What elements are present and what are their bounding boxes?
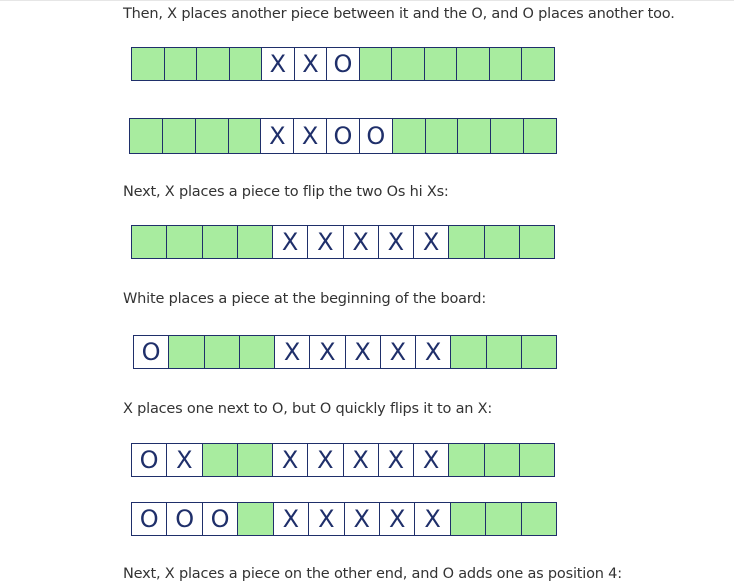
paragraph-5: Next, X places a piece on the other end, and O adds one as position 4: xyxy=(123,566,622,582)
board-cell-o: O xyxy=(327,48,360,80)
board-cell-x: X xyxy=(273,226,308,258)
board-cell-x: X xyxy=(415,503,450,535)
board-cell-empty xyxy=(458,119,491,153)
game-board-2 xyxy=(129,118,557,154)
board-cell-o: O xyxy=(134,336,169,368)
game-board-4 xyxy=(133,335,557,369)
board-cell-x: X xyxy=(380,503,415,535)
board-cell-empty xyxy=(165,48,198,80)
board-cell-empty xyxy=(425,48,458,80)
board-cell-x: X xyxy=(309,503,344,535)
board-cell-x: X xyxy=(294,119,327,153)
board-cell-empty xyxy=(163,119,196,153)
board-cell-empty xyxy=(196,119,229,153)
board-cell-o: O xyxy=(203,503,238,535)
board-cell-empty xyxy=(167,226,202,258)
board-cell-empty xyxy=(487,336,522,368)
board-cell-empty xyxy=(205,336,240,368)
board-cell-empty xyxy=(451,503,486,535)
board-cell-empty xyxy=(230,48,263,80)
board-cell-x: X xyxy=(167,444,202,476)
board-cell-empty xyxy=(203,226,238,258)
board-cell-empty xyxy=(486,503,521,535)
board-cell-x: X xyxy=(261,119,294,153)
board-cell-x: X xyxy=(345,503,380,535)
board-cell-x: X xyxy=(310,336,345,368)
board-cell-empty xyxy=(130,119,163,153)
board-cell-empty xyxy=(132,48,165,80)
board-cell-empty xyxy=(203,444,238,476)
board-cell-empty xyxy=(449,444,484,476)
board-cell-x: X xyxy=(414,444,449,476)
board-cell-x: X xyxy=(379,226,414,258)
board-cell-empty xyxy=(457,48,490,80)
board-cell-empty xyxy=(520,444,554,476)
board-cell-o: O xyxy=(327,119,360,153)
board-cell-empty xyxy=(524,119,556,153)
board-cell-empty xyxy=(522,503,556,535)
game-board-5 xyxy=(131,443,555,477)
board-cell-empty xyxy=(229,119,262,153)
board-cell-empty xyxy=(238,226,273,258)
board-cell-x: X xyxy=(308,444,343,476)
board-cell-x: X xyxy=(344,226,379,258)
board-cell-x: X xyxy=(346,336,381,368)
paragraph-1: Then, X places another piece between it and the O, and O places another too. xyxy=(123,6,675,22)
board-cell-empty xyxy=(522,336,556,368)
paragraph-2: Next, X places a piece to flip the two Os hi Xs: xyxy=(123,184,449,200)
paragraph-4: X places one next to O, but O quickly flips it to an X: xyxy=(123,401,493,417)
board-cell-empty xyxy=(426,119,459,153)
game-board-1 xyxy=(131,47,555,81)
board-cell-x: X xyxy=(262,48,295,80)
board-cell-o: O xyxy=(360,119,393,153)
board-cell-empty xyxy=(449,226,484,258)
board-cell-o: O xyxy=(132,503,167,535)
board-cell-x: X xyxy=(274,503,309,535)
board-cell-x: X xyxy=(275,336,310,368)
board-cell-x: X xyxy=(416,336,451,368)
paragraph-3: White places a piece at the beginning of the board: xyxy=(123,291,486,307)
board-cell-empty xyxy=(169,336,204,368)
board-cell-o: O xyxy=(167,503,202,535)
board-cell-empty xyxy=(491,119,524,153)
board-cell-x: X xyxy=(344,444,379,476)
board-cell-x: X xyxy=(414,226,449,258)
board-cell-x: X xyxy=(273,444,308,476)
board-cell-empty xyxy=(240,336,275,368)
board-cell-empty xyxy=(451,336,486,368)
board-cell-x: X xyxy=(308,226,343,258)
board-cell-empty xyxy=(520,226,554,258)
top-divider xyxy=(0,0,734,1)
board-cell-empty xyxy=(360,48,393,80)
board-cell-empty xyxy=(238,444,273,476)
board-cell-x: X xyxy=(381,336,416,368)
board-cell-o: O xyxy=(132,444,167,476)
board-cell-empty xyxy=(132,226,167,258)
board-cell-empty xyxy=(393,119,426,153)
board-cell-empty xyxy=(490,48,523,80)
board-cell-x: X xyxy=(295,48,328,80)
game-board-6 xyxy=(131,502,557,536)
board-cell-empty xyxy=(522,48,554,80)
board-cell-empty xyxy=(238,503,273,535)
board-cell-x: X xyxy=(379,444,414,476)
board-cell-empty xyxy=(392,48,425,80)
board-cell-empty xyxy=(485,226,520,258)
board-cell-empty xyxy=(197,48,230,80)
game-board-3 xyxy=(131,225,555,259)
board-cell-empty xyxy=(485,444,520,476)
